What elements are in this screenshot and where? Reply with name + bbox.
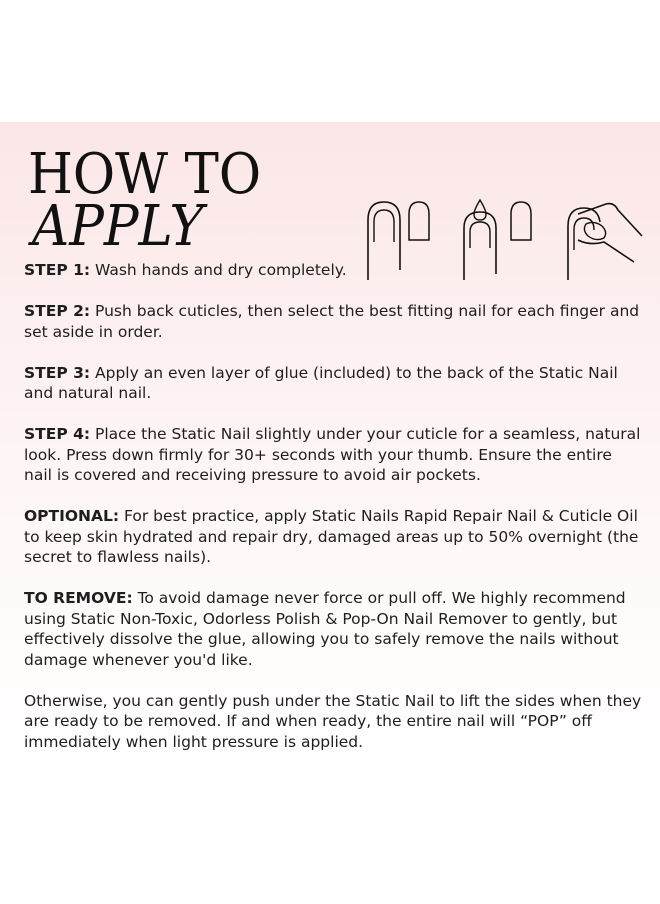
- title-apply: APPLY: [32, 194, 204, 259]
- step-3: STEP 3: Apply an even layer of glue (included) to the back of the Static Nail and natural nail.: [24, 363, 618, 402]
- press-on-nail-icon: [406, 200, 432, 242]
- optional-step: OPTIONAL: For best practice, apply Static Nails Rapid Repair Nail & Cuticle Oil to keep skin hydrated and repair dry, damaged areas up to 50% overnight (the secret to flawless nails).: [24, 507, 639, 566]
- press-on-nail-icon-2: [508, 200, 534, 242]
- closing-paragraph: Otherwise, you can gently push under the Static Nail to lift the sides when they are ready to be removed. If and when ready, the entire nail will “POP” off immediately when light pressure is applied.: [24, 691, 642, 751]
- title-how-to: HOW TO: [28, 142, 262, 207]
- instructions: [24, 260, 644, 773]
- step-2: STEP 2: Push back cuticles, then select the best fitting nail for each finger and set aside in order.: [24, 302, 640, 341]
- step-4: STEP 4: Place the Static Nail slightly under your cuticle for a seamless, natural look. Press down firmly for 30+ seconds with your thumb. Ensure the entire nail is covered and receiving pressure to avoid air pockets.: [24, 425, 641, 484]
- removal-step: TO REMOVE: To avoid damage never force or pull off. We highly recommend using Static Non-Toxic, Odorless Polish & Pop-On Nail Remover to gently, but effectively dissolve the glue, allowing you to safely remove the nails without damage whenever you'd like.: [24, 589, 626, 669]
- step-1: STEP 1: Wash hands and dry completely.: [24, 261, 347, 279]
